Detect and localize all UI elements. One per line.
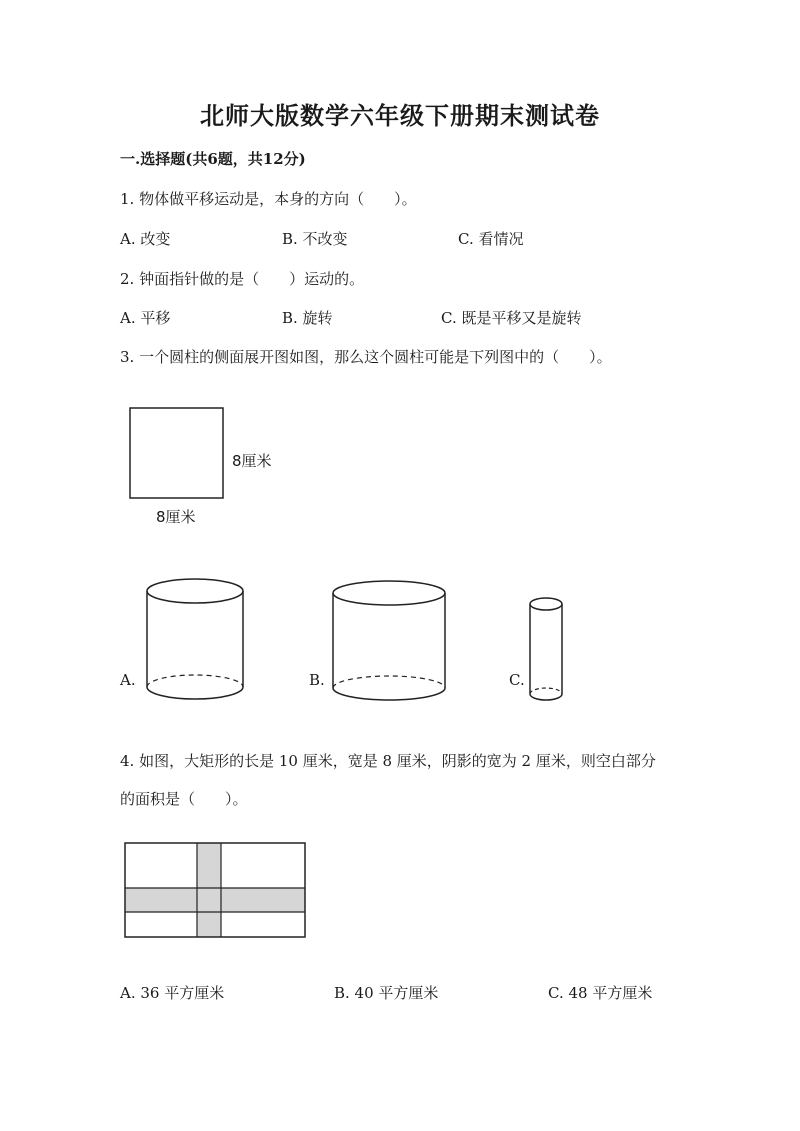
- q1-option-c: C. 看情况: [458, 230, 524, 248]
- shaded-horizontal-strip: [125, 888, 305, 912]
- q2-option-a: A. 平移: [120, 309, 171, 327]
- q4-option-b: B. 40 平方厘米: [334, 984, 439, 1002]
- question-4-line-1: 4. 如图，大矩形的长是 10 厘米，宽是 8 厘米，阴影的宽为 2 厘米，则空白部分: [120, 752, 656, 770]
- q4-option-c: C. 48 平方厘米: [548, 984, 653, 1002]
- q2-option-b: B. 旋转: [282, 309, 333, 327]
- q3-option-c: C.: [509, 671, 525, 689]
- square-height-label: 8厘米: [232, 452, 272, 470]
- q1-option-a: A. 改变: [120, 230, 171, 248]
- q4-option-a: A. 36 平方厘米: [120, 984, 225, 1002]
- question-1: 1. 物体做平移运动是，本身的方向（ ）。: [120, 190, 417, 208]
- question-4-line-2: 的面积是（ ）。: [120, 790, 248, 808]
- q3-option-b: B.: [309, 671, 325, 689]
- question-2: 2. 钟面指针做的是（ ）运动的。: [120, 270, 365, 288]
- square-width-label: 8厘米: [156, 508, 196, 526]
- question-3: 3. 一个圆柱的侧面展开图如图，那么这个圆柱可能是下列图中的（ ）。: [120, 348, 612, 366]
- q2-option-c: C. 既是平移又是旋转: [441, 309, 582, 327]
- page-title: 北师大版数学六年级下册期末测试卷: [200, 101, 600, 130]
- q1-option-b: B. 不改变: [282, 230, 348, 248]
- section-heading: 一.选择题(共6题，共12分): [120, 150, 306, 168]
- q3-option-a: A.: [120, 671, 136, 689]
